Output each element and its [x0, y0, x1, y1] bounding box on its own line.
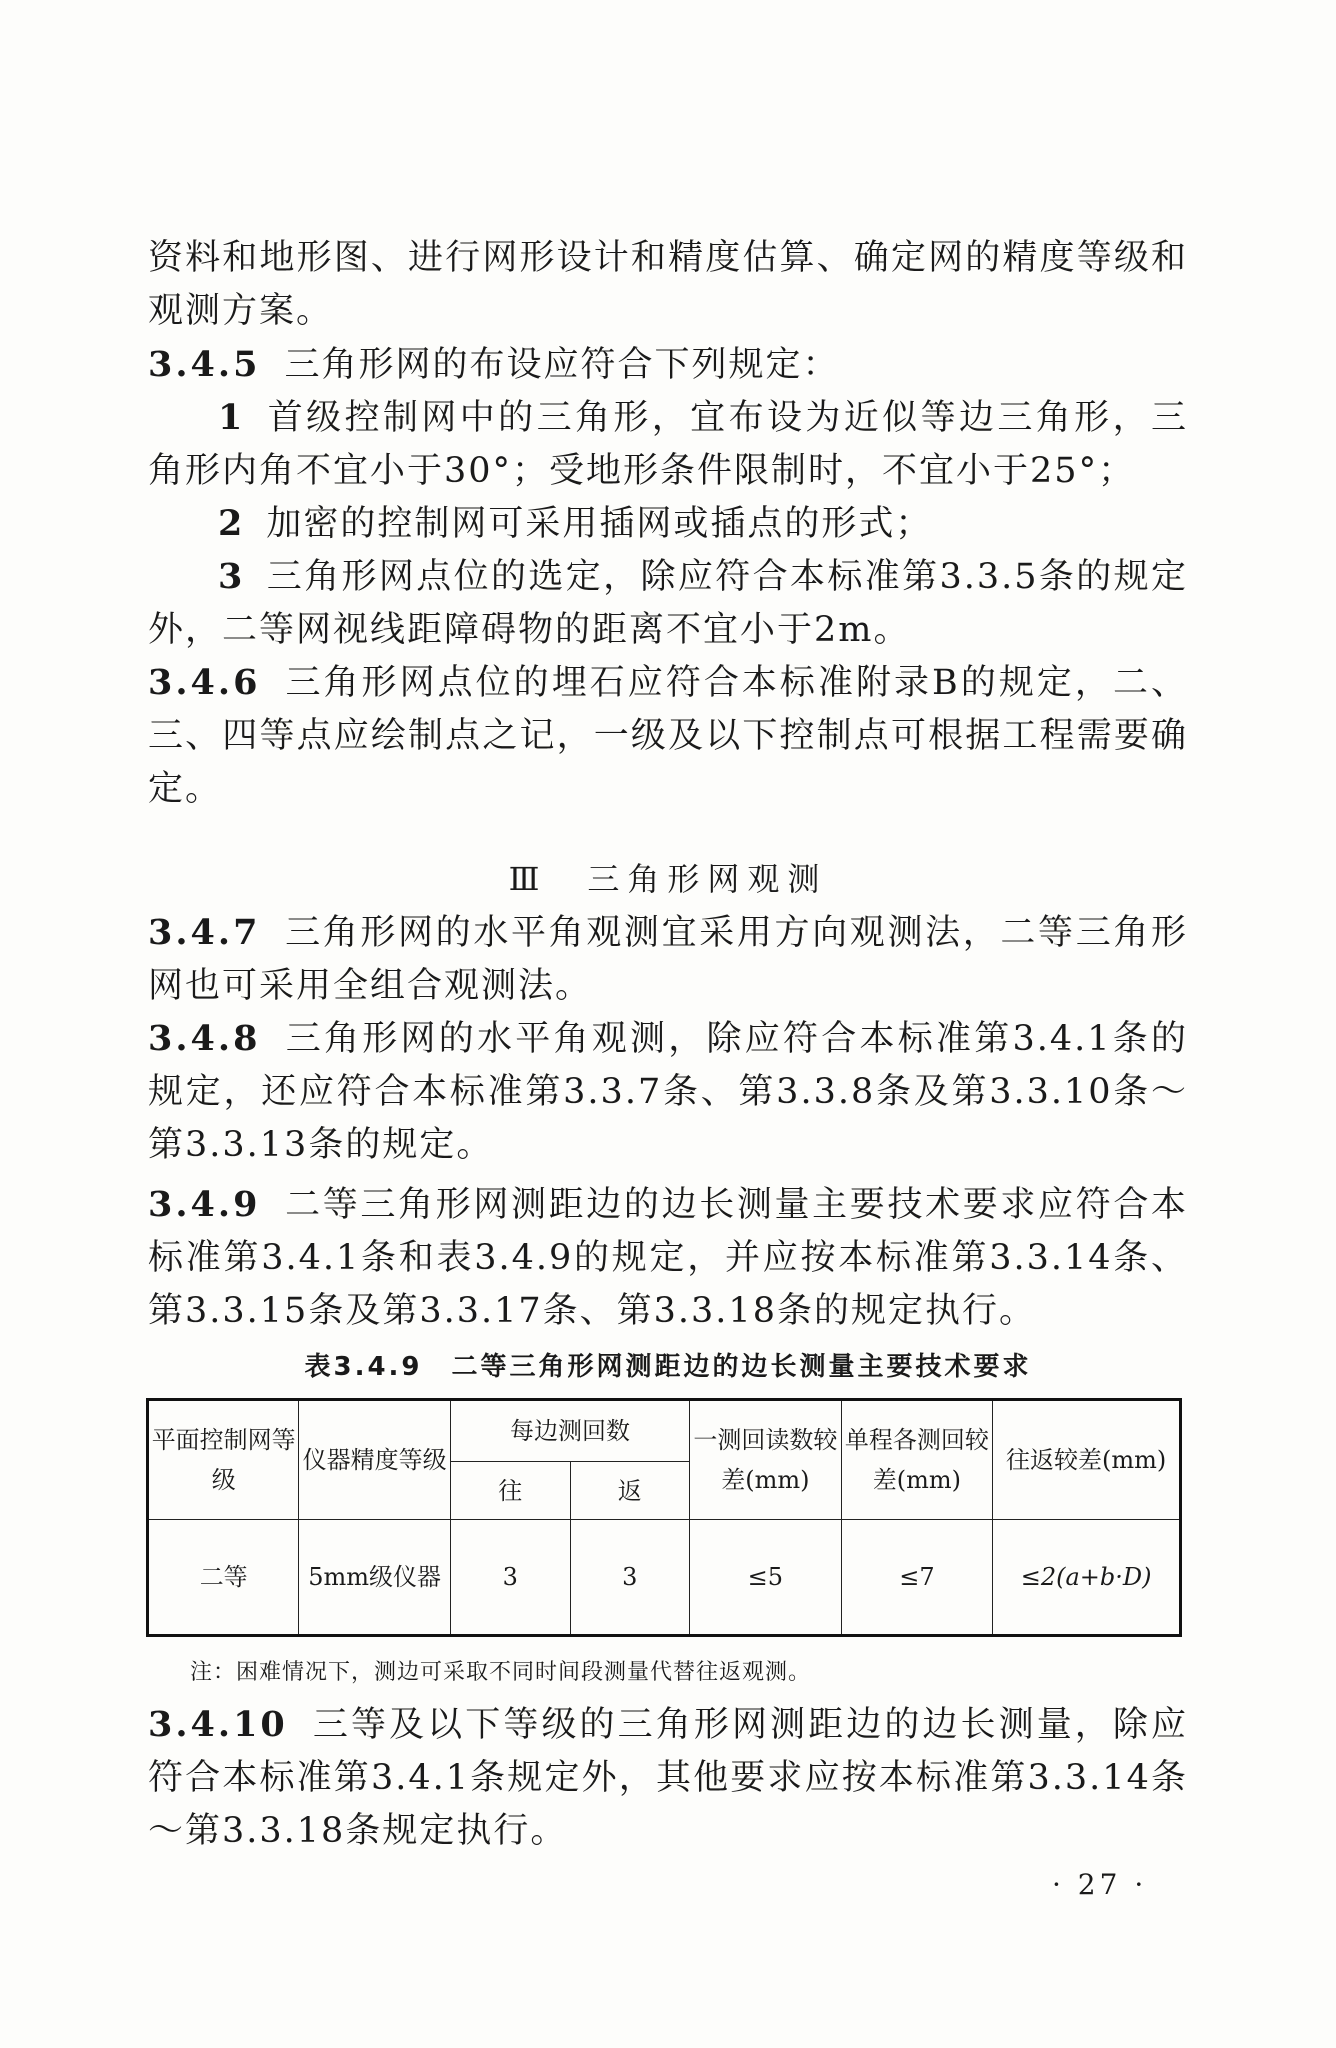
- clause-3-4-5: [148, 338, 1188, 392]
- table-note: 注：困难情况下，测边可采取不同时间段测量代替往返观测。: [190, 1660, 812, 1685]
- table-row: [148, 1520, 1181, 1636]
- header-backward: 返: [570, 1462, 690, 1520]
- cell-one-way-difference: ≤7: [841, 1520, 993, 1636]
- table-caption: 表3.4.9 二等三角形网测距边的边长测量主要技术要求: [304, 1352, 1032, 1382]
- clause-number: 3.4.8: [148, 1018, 261, 1059]
- paragraph-continuation: 资料和地形图、进行网形设计和精度估算、确定网的精度等级和观测方案。: [148, 238, 1188, 331]
- item-2: [148, 497, 1188, 551]
- item-number: 1: [218, 397, 245, 438]
- header-reading-difference: 一测回读数较差(mm): [690, 1400, 842, 1520]
- table-header-row: [148, 1400, 1181, 1462]
- clause-3-4-9: [148, 1178, 1188, 1338]
- clause-text: 二等三角形网测距边的边长测量主要技术要求应符合本标准第3.4.1条和表3.4.9的规定，并应按本标准第3.3.14条、第3.3.15条及第3.3.17条、第3.3.18条的规定执行。: [148, 1185, 1188, 1331]
- clause-text: 三角形网的水平角观测宜采用方向观测法，二等三角形网也可采用全组合观测法。: [148, 913, 1188, 1006]
- clause-3-4-6: [148, 656, 1188, 816]
- cell-reading-difference: ≤5: [690, 1520, 842, 1636]
- clause-text: 三角形网的布设应符合下列规定：: [284, 345, 840, 385]
- clause-number: 3.4.9: [148, 1184, 261, 1225]
- cell-instrument: 5mm级仪器: [299, 1520, 451, 1636]
- clause-number: 3.4.5: [148, 344, 261, 385]
- header-rounds-per-side: 每边测回数: [450, 1400, 689, 1462]
- page-number: · 27 ·: [1052, 1868, 1148, 1901]
- clause-number: 3.4.7: [148, 912, 261, 953]
- header-forward: 往: [450, 1462, 570, 1520]
- requirements-table: [146, 1398, 1182, 1637]
- header-instrument-accuracy: 仪器精度等级: [299, 1400, 451, 1520]
- header-network-grade: 平面控制网等级: [148, 1400, 299, 1520]
- cell-forward: 3: [450, 1520, 570, 1636]
- clause-text: 三角形网点位的埋石应符合本标准附录B的规定，二、三、四等点应绘制点之记，一级及以下控制点可根据工程需要确定。: [148, 663, 1188, 809]
- cell-grade: 二等: [148, 1520, 299, 1636]
- section-heading: Ⅲ 三角形网观测: [508, 860, 828, 898]
- clause-text: 三等及以下等级的三角形网测距边的边长测量，除应符合本标准第3.4.1条规定外，其他要求应按本标准第3.3.14条～第3.3.18条规定执行。: [148, 1705, 1188, 1851]
- clause-3-4-7: [148, 906, 1188, 1013]
- clause-text: 三角形网的水平角观测，除应符合本标准第3.4.1条的规定，还应符合本标准第3.3.7条、第3.3.8条及第3.3.10条～第3.3.13条的规定。: [148, 1019, 1188, 1165]
- item-number: 3: [218, 556, 245, 597]
- item-text: 三角形网点位的选定，除应符合本标准第3.3.5条的规定外，二等网视线距障碍物的距离不宜小于2m。: [148, 557, 1188, 650]
- cell-round-trip-difference: ≤2(a+b·D): [993, 1520, 1181, 1636]
- clause-3-4-8: [148, 1012, 1188, 1172]
- clause-number: 3.4.10: [148, 1704, 288, 1745]
- cell-backward: 3: [570, 1520, 690, 1636]
- item-text: 加密的控制网可采用插网或插点的形式；: [266, 504, 933, 544]
- clause-number: 3.4.6: [148, 662, 261, 703]
- item-1: [148, 391, 1188, 498]
- header-round-trip-difference: 往返较差(mm): [993, 1400, 1181, 1520]
- header-one-way-difference: 单程各测回较差(mm): [841, 1400, 993, 1520]
- item-3: [148, 550, 1188, 657]
- item-number: 2: [218, 503, 245, 544]
- item-text: 首级控制网中的三角形，宜布设为近似等边三角形，三角形内角不宜小于30°；受地形条件限制时，不宜小于25°；: [148, 398, 1188, 491]
- clause-3-4-10: [148, 1698, 1188, 1858]
